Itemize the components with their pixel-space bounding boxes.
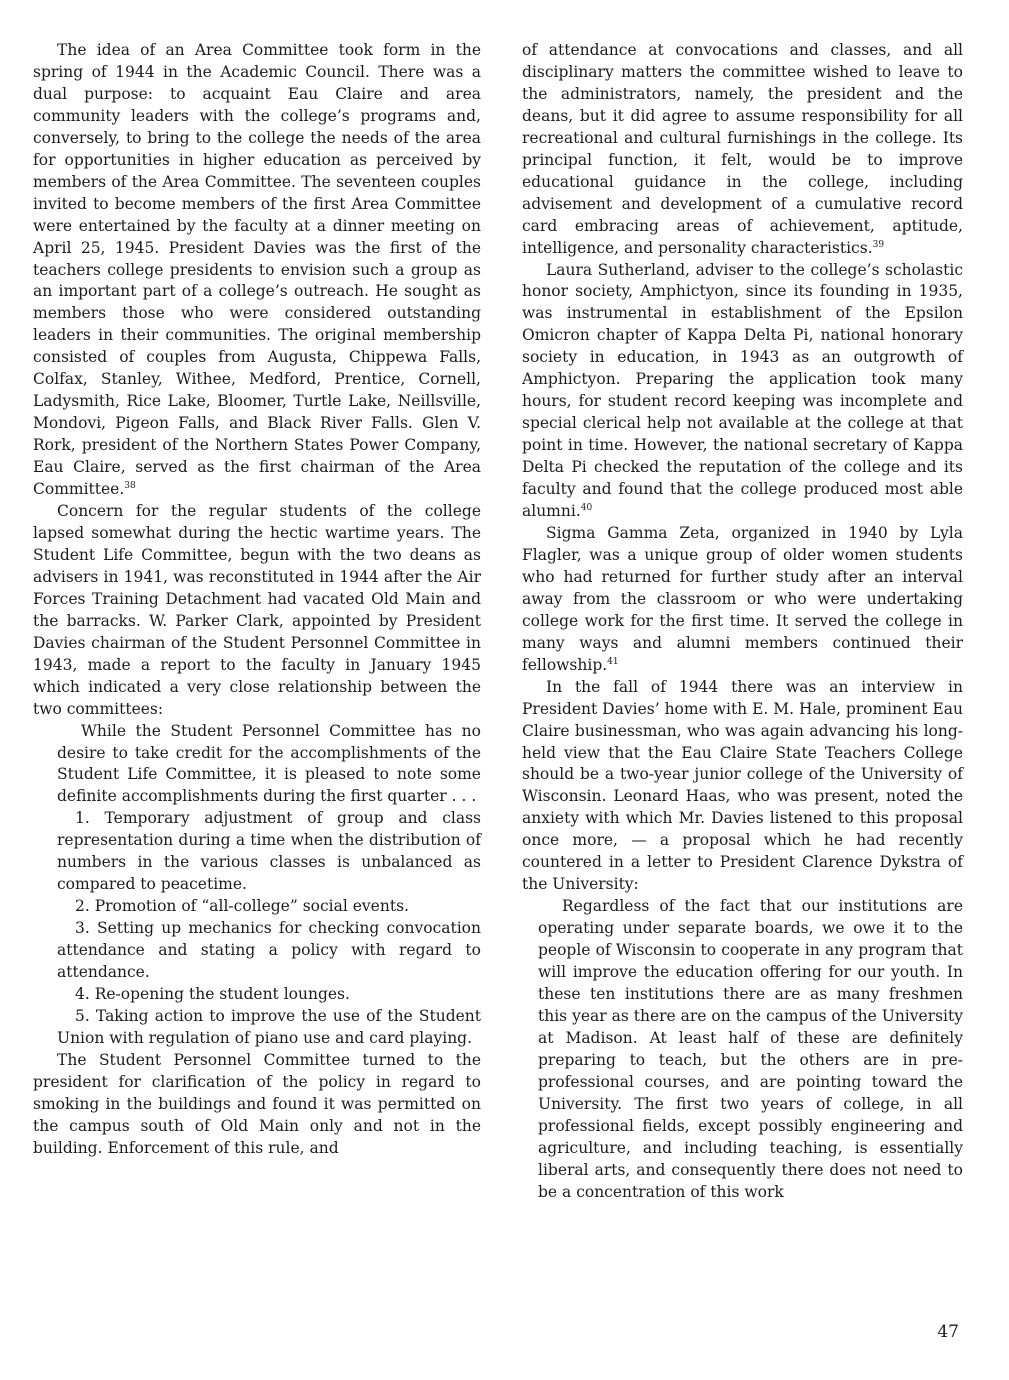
paragraph-text: Sigma Gamma Zeta, organized in 1940 by Lyla Flagler, was a unique group of older women students who had returned for further study after an interval away from the classroom or who were undertaking college work for the first time. It served the college in many ways and alumni members continued their fellowship.: [522, 523, 963, 674]
quote-list-item: 1. Temporary adjustment of group and class representation during a time when the distribution of numbers in the various classes is unbalanced as compared to peacetime.: [57, 809, 481, 894]
paragraph-attendance: [522, 40, 963, 260]
footnote-ref: 38: [124, 480, 136, 491]
right-column: [522, 40, 963, 1204]
footnote-ref: 41: [607, 656, 619, 667]
paragraph-area-committee: [33, 40, 481, 501]
quote-list-item: 3. Setting up mechanics for checking convocation attendance and stating a policy with regard to attendance.: [57, 919, 481, 982]
quote-lead: While the Student Personnel Committee has no desire to take credit for the accomplishments of the Student Life Committee, it is pleased to note some definite accomplishments during the first quarter . . .: [57, 721, 481, 806]
quote-list-item: 2. Promotion of “all-college” social events.: [75, 897, 409, 916]
paragraph-text: Laura Sutherland, adviser to the college’s scholastic honor society, Amphictyon, since its founding in 1935, was instrumental in establishment of the Epsilon Omicron chapter of Kappa Delta Pi, national honorary society in education, in 1943 as an outgrowth of Amphictyon. Preparing the application took many hours, for student record keeping was incomplete and special clerical help not available at the college at that point in time. However, the national secretary of Kappa Delta Pi checked the reputation of the college and its faculty and found that the college produced most able alumni.: [522, 260, 963, 521]
paragraph-text: The idea of an Area Committee took form in the spring of 1944 in the Academic Council. There was a dual purpose: to acquaint Eau Claire and area community leaders with the college’s programs and, conversely, to bring to the college the needs of the area for opportunities in higher education as perceived by members of the Area Committee. The seventeen couples invited to become members of the first Area Committee were entertained by the faculty at a dinner meeting on April 25, 1945. President Davies was the first of the teachers college presidents to envision such a group as an important part of a college’s outreach. He sought as members those who were considered outstanding leaders in their communities. The original membership consisted of couples from Augusta, Chippewa Falls, Colfax, Stanley, Withee, Medford, Prentice, Cornell, Ladysmith, Rice Lake, Bloomer, Turtle Lake, Neillsville, Mondovi, Pigeon Falls, and Black River Falls. Glen V. Rork, president of the Northern States Power Company, Eau Claire, served as the first chairman of the Area Committee.: [33, 41, 481, 499]
paragraph-sigma-gamma-zeta: [522, 523, 963, 677]
paragraph-smoking-policy: The Student Personnel Committee turned to the president for clarification of the policy in regard to smoking in the buildings and found it was permitted on the campus south of Old Main only and not in the building. Enforcement of this rule, and: [33, 1050, 481, 1157]
quote-list-item: 5. Taking action to improve the use of the Student Union with regulation of piano use and card playing.: [57, 1006, 481, 1047]
quote-letter-text: Regardless of the fact that our institutions are operating under separate boards, we owe it to the people of Wisconsin to cooperate in any program that will improve the education offering for our youth. In these ten institutions there are as many freshmen this year as there are on the campus of the University at Madison. At least half of these are definitely preparing to teach, but the others are in pre-professional courses, and are pointing toward the University. The first two years of college, in all professional fields, except possibly engineering and agriculture, and including teaching, is essentially liberal arts, and consequently there does not need to be a concentration of this work: [538, 897, 963, 1201]
paragraph-student-life: Concern for the regular students of the college lapsed somewhat during the hectic wartime years. The Student Life Committee, begun with the two deans as advisers in 1941, was reconstituted in 1944 after the Air Forces Training Detachment had vacated Old Main and the barracks. W. Parker Clark, appointed by President Davies chairman of the Student Personnel Committee in 1943, made a report to the faculty in January 1945 which indicated a very close relationship between the two committees:: [33, 502, 481, 718]
block-quote-letter: [538, 896, 963, 1203]
paragraph-kappa-delta-pi: [522, 260, 963, 523]
footnote-ref: 40: [580, 502, 593, 513]
footnote-ref: 39: [872, 239, 885, 250]
block-quote-report: [57, 721, 481, 1050]
quote-list-item: 4. Re-opening the student lounges.: [75, 984, 350, 1003]
paragraph-text: of attendance at convocations and classes, and all disciplinary matters the committee wished to leave to the administrators, namely, the president and the deans, but it did agree to assume responsibility for all recreational and cultural furnishings in the college. Its principal function, it felt, would be to improve educational guidance in the college, including advisement and development of a cumulative record card embracing areas of achievement, aptitude, intelligence, and personality characteristics.: [522, 41, 963, 257]
paragraph-hale-interview: In the fall of 1944 there was an interview in President Davies’ home with E. M. Hale, prominent Eau Claire businessman, who was again advancing his long-held view that the Eau Claire State Teachers College should be a two-year junior college of the University of Wisconsin. Leonard Haas, who was present, noted the anxiety with which Mr. Davies listened to this proposal once more, — a proposal which he had recently countered in a letter to President Clarence Dykstra of the University:: [522, 677, 963, 894]
page-number: 47: [937, 1322, 959, 1342]
left-column: [33, 40, 481, 1160]
